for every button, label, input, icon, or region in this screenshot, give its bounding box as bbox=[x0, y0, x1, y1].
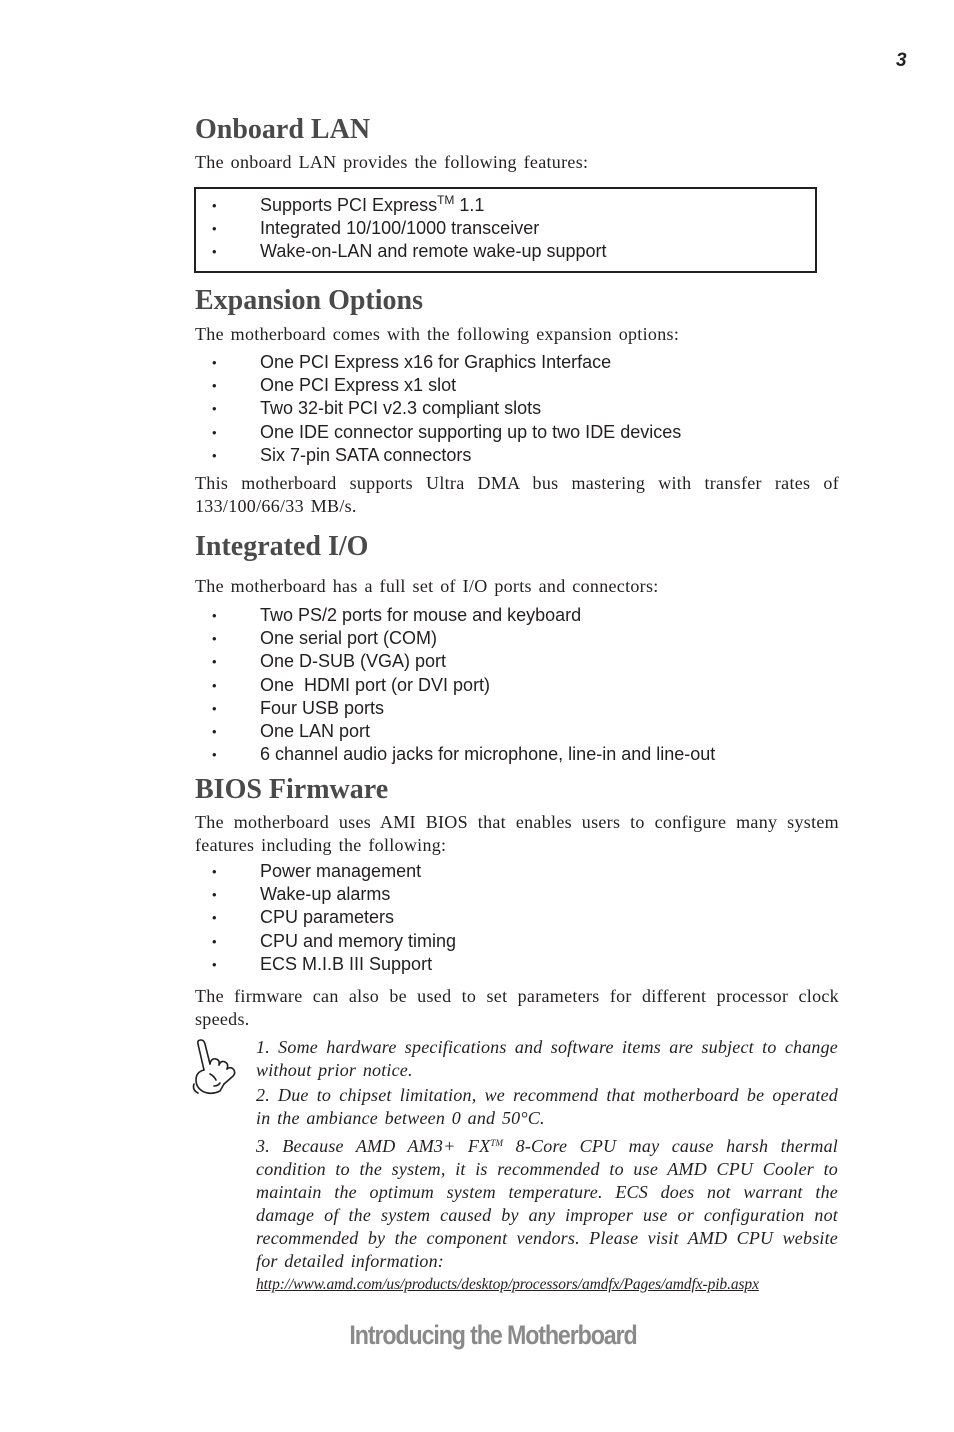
list-item bbox=[212, 374, 681, 397]
amd-website-link[interactable]: http://www.amd.com/us/products/desktop/processors/amdfx/Pages/amdfx-pib.aspx bbox=[256, 1276, 759, 1293]
list-item bbox=[212, 421, 681, 444]
list-item bbox=[212, 397, 681, 420]
list-item bbox=[212, 860, 456, 883]
onboard-lan-list bbox=[212, 194, 607, 264]
bullet: • bbox=[212, 933, 217, 949]
list-item bbox=[212, 743, 715, 766]
list-item bbox=[212, 240, 607, 263]
bios-firmware-heading: BIOS Firmware bbox=[195, 774, 389, 805]
expansion-intro: The motherboard comes with the following expansion options: bbox=[195, 324, 680, 344]
bullet: • bbox=[212, 608, 217, 623]
list-item bbox=[212, 217, 607, 240]
list-item-suffix: 1.1 bbox=[454, 195, 485, 215]
list-item bbox=[212, 883, 456, 906]
list-item bbox=[212, 604, 715, 627]
expansion-outro: This motherboard supports Ultra DMA bus mastering with transfer rates of 133/100/66/33 MB/s. bbox=[195, 473, 839, 516]
note-3 bbox=[256, 1135, 838, 1273]
note-3-start: 3. Because AMD AM3+ FX bbox=[256, 1136, 491, 1156]
bios-outro: The firmware can also be used to set parameters for different processor clock speeds. bbox=[195, 986, 839, 1029]
bullet: • bbox=[212, 956, 217, 972]
pointing-hand-icon bbox=[190, 1038, 242, 1096]
bullet: • bbox=[212, 401, 217, 417]
list-item bbox=[212, 720, 715, 743]
list-item-text: CPU parameters bbox=[260, 907, 395, 928]
list-item bbox=[212, 953, 456, 976]
list-item bbox=[212, 697, 715, 720]
bullet: • bbox=[212, 221, 217, 237]
list-item bbox=[212, 194, 607, 217]
bullet: • bbox=[212, 700, 217, 716]
list-item-text: Two PS/2 ports for mouse and keyboard bbox=[260, 605, 582, 625]
list-item-text: One serial port (COM) bbox=[260, 628, 438, 649]
bullet: • bbox=[212, 424, 217, 440]
bullet: • bbox=[212, 864, 217, 879]
integrated-io-heading: Integrated I/O bbox=[195, 531, 369, 562]
list-item-text: Six 7-pin SATA connectors bbox=[260, 444, 472, 465]
trademark-sup: TM bbox=[437, 193, 455, 207]
list-item-text: Four USB ports bbox=[260, 697, 385, 718]
list-item-text: One D-SUB (VGA) port bbox=[260, 651, 447, 672]
note-2: 2. Due to chipset limitation, we recommend that motherboard be operated in the ambiance between 0 and 50°C. bbox=[256, 1085, 838, 1128]
bullet: • bbox=[212, 723, 217, 739]
list-item-text: CPU and memory timing bbox=[260, 930, 457, 951]
bullet: • bbox=[212, 654, 217, 670]
bios-list bbox=[212, 860, 456, 976]
bullet: • bbox=[212, 677, 217, 693]
page-footer-title: Introducing the Motherboard bbox=[349, 1320, 637, 1350]
list-item bbox=[212, 627, 715, 650]
bullet: • bbox=[212, 198, 217, 213]
integrated-io-list bbox=[212, 604, 715, 766]
onboard-lan-intro: The onboard LAN provides the following features: bbox=[195, 152, 589, 172]
list-item-text: Power management bbox=[260, 861, 422, 881]
integrated-io-intro: The motherboard has a full set of I/O ports and connectors: bbox=[195, 576, 659, 596]
list-item-text: ECS M.I.B III Support bbox=[260, 953, 433, 974]
bullet: • bbox=[212, 747, 217, 763]
bullet: • bbox=[212, 910, 217, 926]
list-item-text: One PCI Express x16 for Graphics Interface bbox=[260, 352, 612, 372]
list-item bbox=[212, 351, 681, 374]
list-item bbox=[212, 650, 715, 673]
trademark-sup: TM bbox=[490, 1138, 504, 1148]
bullet: • bbox=[212, 631, 217, 647]
expansion-options-heading: Expansion Options bbox=[195, 285, 423, 316]
list-item-text: One PCI Express x1 slot bbox=[260, 375, 457, 396]
list-item bbox=[212, 674, 715, 697]
list-item-text: Wake-on-LAN and remote wake-up support bbox=[260, 241, 607, 262]
list-item-text: 6 channel audio jacks for microphone, line-in and line-out bbox=[260, 744, 716, 765]
list-item-text: One HDMI port (or DVI port) bbox=[260, 674, 491, 695]
note-3-rest: 8-Core CPU may cause harsh thermal condition to the system, it is recommended to use AMD CPU Cooler to maintain the optimum system temperature. ECS does not warrant the damage of the system caused by any improper use or configuration not recommended by the component vendors. Please visit AMD CPU website for detailed information: bbox=[256, 1136, 838, 1271]
bios-intro: The motherboard uses AMI BIOS that enables users to configure many system features including the following: bbox=[195, 812, 839, 855]
bullet: • bbox=[212, 355, 217, 370]
note-1: 1. Some hardware specifications and software items are subject to change without prior notice. bbox=[256, 1037, 838, 1080]
list-item-text: Wake-up alarms bbox=[260, 884, 391, 905]
list-item-text: Two 32-bit PCI v2.3 compliant slots bbox=[260, 398, 542, 419]
list-item bbox=[212, 906, 456, 929]
list-item-text: One IDE connector supporting up to two IDE devices bbox=[260, 421, 682, 442]
bullet: • bbox=[212, 244, 217, 260]
bullet: • bbox=[212, 447, 217, 463]
list-item-text: One LAN port bbox=[260, 720, 371, 741]
bullet: • bbox=[212, 378, 217, 394]
list-item-text: Supports PCI Express bbox=[260, 195, 438, 215]
page-number: 3 bbox=[896, 50, 907, 71]
bullet: • bbox=[212, 887, 217, 903]
list-item-text: Integrated 10/100/1000 transceiver bbox=[260, 218, 540, 239]
expansion-list bbox=[212, 351, 681, 467]
list-item bbox=[212, 930, 456, 953]
onboard-lan-heading: Onboard LAN bbox=[195, 114, 371, 145]
list-item bbox=[212, 444, 681, 467]
